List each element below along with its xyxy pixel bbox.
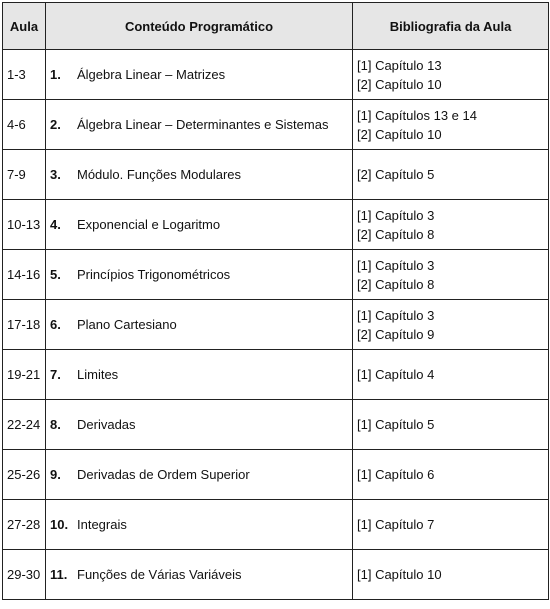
bibliography-cell	[353, 550, 549, 600]
bibliography-reference: [1] Capítulo 13	[357, 57, 442, 73]
topic-cell	[46, 300, 353, 350]
table-row	[3, 550, 549, 600]
topic-number: 1.	[50, 67, 61, 82]
bibliography-reference: [1] Capítulo 10	[357, 567, 442, 582]
table-row	[3, 500, 549, 550]
table-body	[3, 50, 549, 600]
bibliography-reference: [1] Capítulo 5	[357, 417, 435, 432]
topic-number: 2.	[50, 117, 61, 132]
topic-cell	[46, 450, 353, 500]
topic-title: Álgebra Linear – Determinantes e Sistemas	[77, 117, 329, 132]
table-row	[3, 400, 549, 450]
bibliography-reference: [1] Capítulos 13 e 14	[357, 107, 477, 123]
table-row	[3, 50, 549, 100]
topic-number: 11.	[50, 567, 68, 582]
bibliography-reference: [2] Capítulo 8	[357, 226, 435, 242]
topic-cell	[46, 50, 353, 100]
aula-cell: 1-3	[3, 50, 46, 100]
topic-cell	[46, 550, 353, 600]
bibliography-reference: [1] Capítulo 3	[357, 207, 435, 223]
topic-number: 10.	[50, 517, 69, 532]
topic-title: Plano Cartesiano	[77, 317, 177, 332]
header-conteudo: Conteúdo Programático	[46, 3, 353, 50]
topic-number: 4.	[50, 217, 61, 232]
bibliography-cell	[353, 200, 549, 250]
topic-title: Exponencial e Logaritmo	[77, 217, 221, 232]
bibliography-reference: [1] Capítulo 3	[357, 307, 435, 323]
bibliography-cell	[353, 150, 549, 200]
table-row	[3, 100, 549, 150]
aula-cell: 10-13	[3, 200, 46, 250]
aula-cell: 17-18	[3, 300, 46, 350]
bibliography-reference: [1] Capítulo 7	[357, 517, 435, 532]
topic-number: 6.	[50, 317, 61, 332]
bibliography-cell	[353, 450, 549, 500]
bibliography-reference: [2] Capítulo 10	[357, 126, 442, 142]
topic-cell	[46, 350, 353, 400]
table-row	[3, 250, 549, 300]
bibliography-cell	[353, 300, 549, 350]
topic-number: 9.	[50, 467, 61, 482]
topic-title: Derivadas de Ordem Superior	[77, 467, 250, 482]
table-row	[3, 150, 549, 200]
topic-number: 5.	[50, 267, 61, 282]
bibliography-reference: [2] Capítulo 8	[357, 276, 435, 292]
table-row	[3, 450, 549, 500]
table-row	[3, 350, 549, 400]
aula-cell: 25-26	[3, 450, 46, 500]
topic-number: 7.	[50, 367, 61, 382]
topic-title: Álgebra Linear – Matrizes	[77, 67, 226, 82]
table-header	[3, 3, 549, 50]
bibliography-reference: [1] Capítulo 3	[357, 257, 435, 273]
topic-cell	[46, 500, 353, 550]
topic-cell	[46, 250, 353, 300]
topic-number: 8.	[50, 417, 61, 432]
bibliography-reference: [2] Capítulo 9	[357, 326, 435, 342]
topic-cell	[46, 150, 353, 200]
bibliography-cell	[353, 100, 549, 150]
topic-title: Funções de Várias Variáveis	[77, 567, 242, 582]
header-bibliografia: Bibliografia da Aula	[353, 3, 549, 50]
table-row	[3, 200, 549, 250]
topic-title: Integrais	[77, 517, 127, 532]
aula-cell: 27-28	[3, 500, 46, 550]
header-row	[3, 3, 549, 50]
aula-cell: 14-16	[3, 250, 46, 300]
bibliography-cell	[353, 500, 549, 550]
topic-cell	[46, 400, 353, 450]
table-row	[3, 300, 549, 350]
topic-title: Princípios Trigonométricos	[77, 267, 231, 282]
bibliography-cell	[353, 400, 549, 450]
aula-cell: 4-6	[3, 100, 46, 150]
bibliography-reference: [1] Capítulo 6	[357, 467, 435, 482]
schedule-table	[2, 2, 549, 600]
topic-cell	[46, 200, 353, 250]
bibliography-cell	[353, 50, 549, 100]
bibliography-cell	[353, 250, 549, 300]
bibliography-cell	[353, 350, 549, 400]
bibliography-reference: [2] Capítulo 5	[357, 167, 435, 182]
bibliography-reference: [2] Capítulo 10	[357, 76, 442, 92]
topic-number: 3.	[50, 167, 61, 182]
topic-cell	[46, 100, 353, 150]
aula-cell: 29-30	[3, 550, 46, 600]
aula-cell: 7-9	[3, 150, 46, 200]
topic-title: Módulo. Funções Modulares	[77, 167, 242, 182]
topic-title: Limites	[77, 367, 119, 382]
aula-cell: 19-21	[3, 350, 46, 400]
header-aula: Aula	[3, 3, 46, 50]
topic-title: Derivadas	[77, 417, 136, 432]
aula-cell: 22-24	[3, 400, 46, 450]
bibliography-reference: [1] Capítulo 4	[357, 367, 435, 382]
